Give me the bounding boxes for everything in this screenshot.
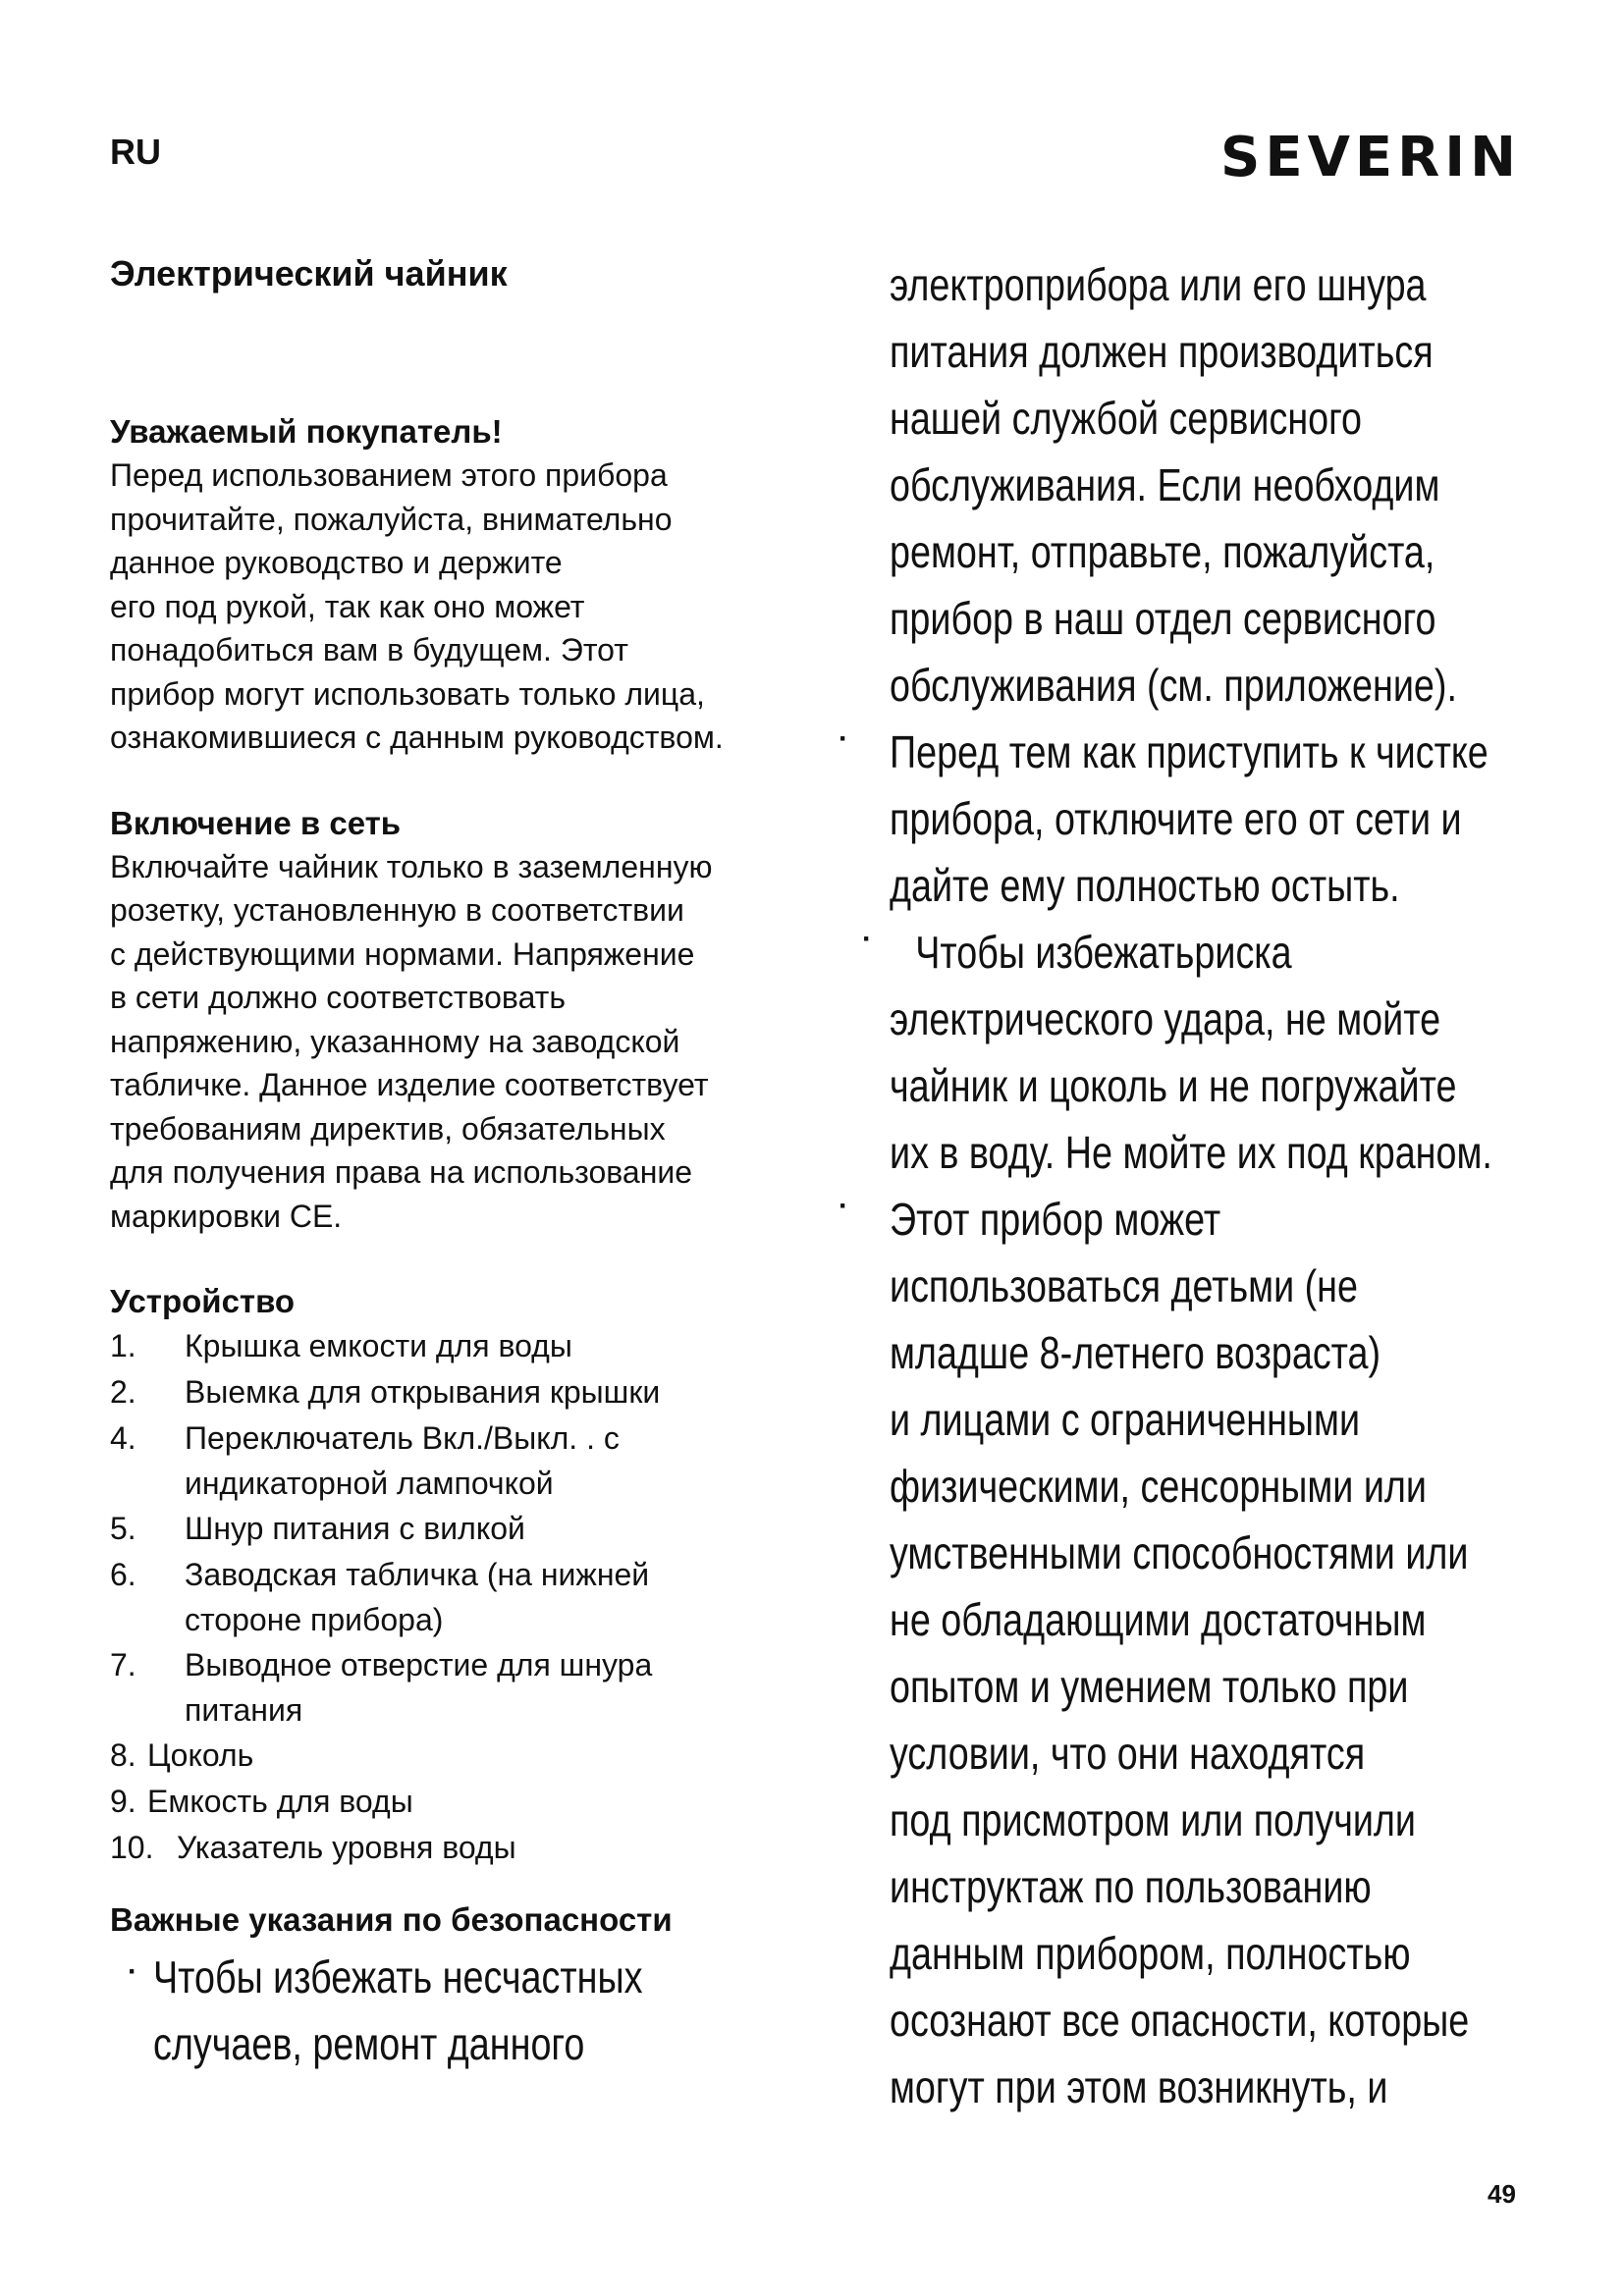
list-item [110, 1506, 787, 1552]
right-line: инструктаж по пользованию [890, 1861, 1372, 1912]
right-line: прибора, отключите его от сети и [890, 793, 1462, 844]
list-item [110, 1552, 787, 1642]
intro-line: данное руководство и держите [110, 545, 563, 580]
bullet-icon: · [128, 1955, 137, 1988]
right-line: использоваться детьми (не [890, 1260, 1358, 1311]
item-number: 4. [110, 1420, 136, 1456]
connection-heading: Включение в сеть [110, 804, 402, 841]
item-text: Крышка емкости для воды [185, 1328, 572, 1363]
item-text-line: Выводное отверстие для шнура [185, 1647, 653, 1682]
right-column [839, 251, 1624, 2120]
connection-line: розетку, установленную в соответствии [110, 892, 684, 928]
safety-line: Чтобы избежать несчастных [153, 1951, 643, 2002]
item-number: 2. [110, 1374, 136, 1410]
right-line: умственными способностями или [890, 1527, 1469, 1578]
intro-heading: Уважаемый покупатель! [110, 413, 503, 450]
list-item [110, 1733, 787, 1779]
item-number: 1. [110, 1328, 136, 1363]
left-column [110, 253, 787, 2077]
item-text: Выемка для открывания крышки [185, 1374, 661, 1410]
right-line: ремонт, отправьте, пожалуйста, [890, 526, 1435, 577]
connection-line: Включайте чайник только в заземленную [110, 848, 713, 884]
item-text [185, 1415, 620, 1506]
intro-line: ознакомившиеся с данным руководством. [110, 720, 724, 755]
right-line: осознают все опасности, которые [890, 1995, 1470, 2046]
right-line: обслуживания (см. приложение). [890, 660, 1457, 711]
right-line: физическими, сенсорными или [890, 1461, 1427, 1512]
item-text-line: питания [185, 1692, 303, 1728]
connection-line: маркировки CE. [110, 1198, 343, 1234]
right-line: могут при этом возникнуть, и [890, 2061, 1388, 2112]
item-text [185, 1642, 652, 1733]
item-text: Емкость для воды [147, 1784, 413, 1819]
right-line: условии, что они находятся [890, 1728, 1366, 1779]
list-item [110, 1415, 787, 1506]
item-text-line: индикаторной лампочкой [185, 1466, 554, 1501]
right-line: дайте ему полностью остыть. [890, 860, 1400, 911]
intro-line: Перед использованием этого прибора [110, 457, 668, 493]
item-text-line: стороне прибора) [185, 1602, 444, 1637]
device-heading: Устройство [110, 1283, 296, 1319]
list-item [110, 1779, 787, 1825]
device-parts-list [110, 1323, 787, 1871]
safety-line: случаев, ремонт данного [153, 2018, 585, 2069]
safety-heading: Важные указания по безопасности [110, 1901, 673, 1938]
right-line: опытом и умением только при [890, 1661, 1409, 1712]
right-line: не обладающими достаточным [890, 1594, 1427, 1645]
right-line: и лицами с ограниченными [890, 1394, 1361, 1445]
right-line: чайник и цоколь и не погружайте [890, 1060, 1457, 1111]
right-line: Перед тем как приступить к чистке [890, 726, 1489, 777]
intro-line: его под рукой, так как оно может [110, 588, 585, 624]
item-number: 8. [110, 1737, 136, 1773]
connection-line: напряжению, указанному на заводской [110, 1023, 680, 1059]
right-line: младше 8-летнего возраста) [890, 1327, 1381, 1378]
right-line: электроприбора или его шнура [890, 259, 1427, 310]
bullet-icon: · [839, 722, 848, 755]
connection-line: для получения права на использование [110, 1154, 693, 1190]
item-text-line: Заводская табличка (на нижней [185, 1557, 650, 1592]
brand-logo: SEVERIN [1220, 126, 1522, 189]
item-text-line: Переключатель Вкл./Выкл. . с [185, 1420, 620, 1456]
item-number: 7. [110, 1647, 136, 1682]
item-text [185, 1552, 649, 1642]
item-text: Шнур питания с вилкой [185, 1511, 525, 1546]
list-item [110, 1369, 787, 1415]
intro-line: прочитайте, пожалуйста, внимательно [110, 501, 673, 537]
right-line: нашей службой сервисного [890, 393, 1363, 444]
intro-line: понадобиться вам в будущем. Этот [110, 632, 628, 667]
list-item [110, 1642, 787, 1733]
right-line: прибор в наш отдел сервисного [890, 593, 1436, 644]
item-text: Цоколь [147, 1737, 254, 1773]
connection-line: табличке. Данное изделие соответствует [110, 1067, 709, 1102]
item-number: 6. [110, 1557, 136, 1592]
page-number: 49 [1488, 2179, 1516, 2209]
right-line: питания должен производиться [890, 326, 1434, 377]
connection-line: с действующими нормами. Напряжение [110, 935, 695, 972]
right-line: Этот прибор может [890, 1194, 1221, 1245]
connection-line: требованиям директив, обязательных [110, 1110, 666, 1147]
right-line: их в воду. Не мойте их под краном. [890, 1127, 1492, 1178]
list-item [110, 1323, 787, 1369]
right-line: обслуживания. Если необходим [890, 459, 1440, 510]
bullet-icon: · [862, 923, 872, 955]
page-title: Электрический чайник [110, 253, 508, 294]
item-number: 10. [110, 1830, 154, 1865]
right-line: данным прибором, полностью [890, 1928, 1411, 1979]
right-line: электрического удара, не мойте [890, 993, 1441, 1044]
item-text: Указатель уровня воды [177, 1830, 516, 1865]
item-number: 9. [110, 1784, 136, 1819]
language-code: RU [110, 132, 161, 172]
connection-line: в сети должно соответствовать [110, 980, 566, 1015]
list-item [110, 1825, 787, 1871]
bullet-icon: · [839, 1190, 848, 1222]
intro-line: прибор могут использовать только лица, [110, 675, 705, 712]
right-line: под присмотром или получили [890, 1794, 1417, 1845]
right-line: Чтобы избежатьриска [915, 927, 1292, 978]
item-number: 5. [110, 1511, 136, 1546]
